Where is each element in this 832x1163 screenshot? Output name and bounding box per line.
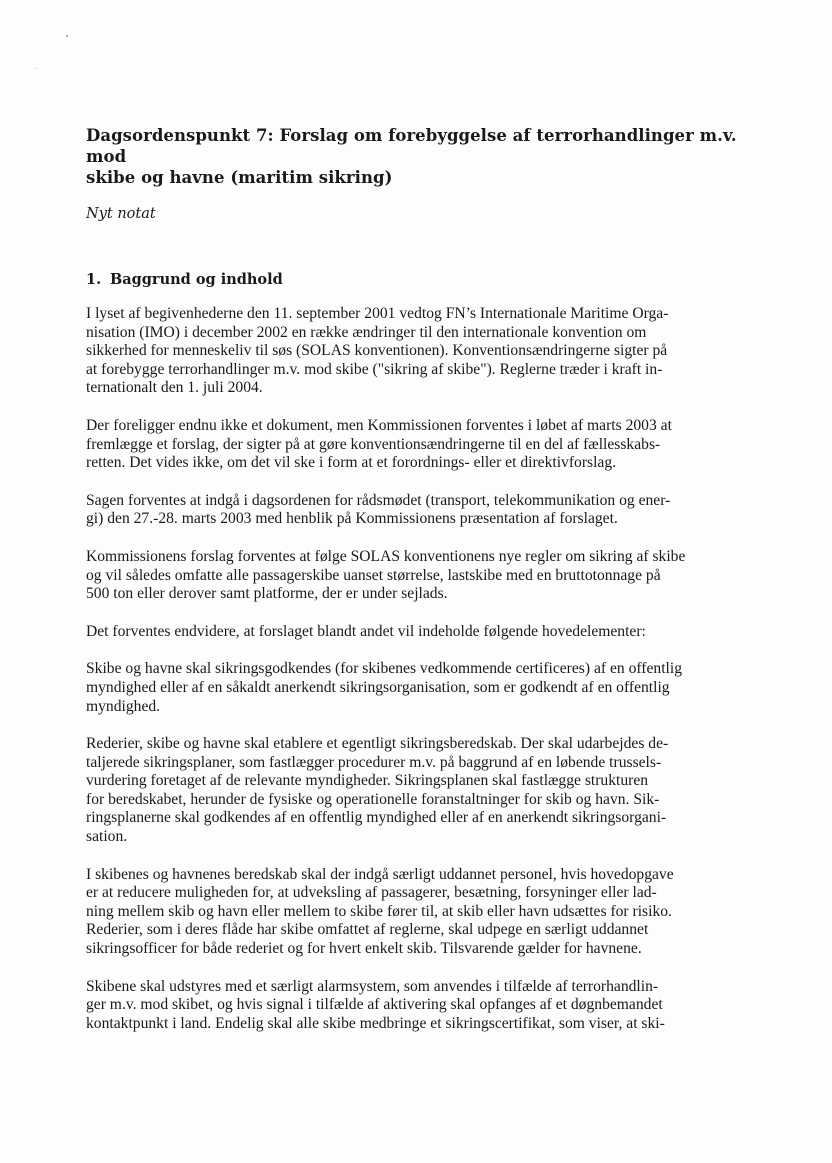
scan-speck xyxy=(66,35,68,37)
text-line: ning mellem skib og havn eller mellem to skibe fører til, at skib eller havn udsættes for risiko. xyxy=(86,902,672,920)
text-line: Der foreligger endnu ikke et dokument, men Kommissionen forventes i løbet af marts 2003 at xyxy=(86,416,672,434)
text-line: fremlægge et forslag, der sigter på at gøre konventionsændringerne til en del af fællesskabs- xyxy=(86,435,661,453)
paragraph-2 xyxy=(86,417,748,473)
title-line-1: Dagsordenspunkt 7: Forslag om forebyggelse af terrorhandlinger m.v. mod xyxy=(86,126,737,166)
text-line: sikkerhed for menneskeliv til søs (SOLAS konventionen). Konventionsændringerne sigter på xyxy=(86,342,668,360)
text-line: Rederier, som i deres flåde har skibe omfattet af reglerne, skal udpege en særligt uddannet xyxy=(86,921,649,939)
paragraph-4 xyxy=(86,548,748,604)
text-line: ger m.v. mod skibet, og hvis signal i tilfælde af aktivering skal opfanges af et døgnbemandet xyxy=(86,996,663,1014)
text-line: sikringsofficer for både rederiet og for hvert enkelt skib. Tilsvarende gælder for havnene. xyxy=(86,940,642,958)
section-title: Baggrund og indhold xyxy=(110,271,283,288)
paragraph-8 xyxy=(86,866,748,959)
text-line: Skibene skal udstyres med et særligt alarmsystem, som anvendes i tilfælde af terrorhandlin- xyxy=(86,977,659,995)
text-line: gi) den 27.-28. marts 2003 med henblik på Kommissionens præsentation af forslaget. xyxy=(86,510,618,528)
text-line: myndighed eller af en såkaldt anerkendt sikringsorganisation, som er godkendt af en offentlig xyxy=(86,678,670,696)
text-line: nisation (IMO) i december 2002 en række ændringer til den internationale konvention om xyxy=(86,323,647,341)
paragraph-3 xyxy=(86,492,748,529)
text-line: Kommissionens forslag forventes at følge SOLAS konventionens nye regler om sikring af skibe xyxy=(86,547,686,565)
paragraph-5 xyxy=(86,623,748,642)
text-line: ringsplanerne skal godkendes af en offentlig myndighed eller af en anerkendt sikringsorgani- xyxy=(86,809,667,827)
paragraph-9 xyxy=(86,978,748,1034)
text-line: og vil således omfatte alle passagerskibe uanset størrelse, lastskibe med en bruttotonnage på xyxy=(86,566,661,584)
document-subtitle: Nyt notat xyxy=(86,206,156,222)
document-body xyxy=(86,125,748,1033)
text-line: kontaktpunkt i land. Endelig skal alle skibe medbringe et sikringscertifikat, som viser, at ski- xyxy=(86,1014,665,1032)
text-line: Sagen forventes at indgå i dagsordenen for rådsmødet (transport, telekommunikation og ener- xyxy=(86,491,671,509)
text-line: 500 ton eller derover samt platforme, der er under sejlads. xyxy=(86,585,448,603)
title-line-2: skibe og havne (maritim sikring) xyxy=(86,168,393,187)
text-line: myndighed. xyxy=(86,697,161,715)
text-line: I skibenes og havnenes beredskab skal der indgå særligt uddannet personel, hvis hovedopgave xyxy=(86,865,674,883)
text-line: for beredskabet, herunder de fysiske og operationelle foranstaltninger for skib og havn. Sik- xyxy=(86,790,660,808)
section-heading xyxy=(86,270,748,290)
text-line: at forebygge terrorhandlinger m.v. mod skibe ("sikring af skibe"). Reglerne træder i kraft in- xyxy=(86,360,663,378)
text-line: vurdering foretaget af de relevante myndigheder. Sikringsplanen skal fastlægge strukturen xyxy=(86,772,649,790)
text-line: ternationalt den 1. juli 2004. xyxy=(86,379,263,397)
paragraph-1 xyxy=(86,305,748,398)
document-title xyxy=(86,125,748,188)
text-line: retten. Det vides ikke, om det vil ske i form at et forordnings- eller et direktivforslag. xyxy=(86,454,617,472)
text-line: Skibe og havne skal sikringsgodkendes (for skibenes vedkommende certificeres) af en offentlig xyxy=(86,660,682,678)
text-line: taljerede sikringsplaner, som fastlægger procedurer m.v. på baggrund af en løbende trussels- xyxy=(86,753,662,771)
paragraph-6 xyxy=(86,660,748,716)
text-line: er at reducere muligheden for, at udveksling af passagerer, besætning, forsyninger eller lad- xyxy=(86,884,657,902)
scan-speck xyxy=(36,68,37,69)
text-line: Det forventes endvidere, at forslaget blandt andet vil indeholde følgende hovedelementer: xyxy=(86,622,646,640)
text-line: sation. xyxy=(86,828,128,846)
section-number: 1. xyxy=(86,271,102,288)
paragraph-7 xyxy=(86,735,748,847)
text-line: Rederier, skibe og havne skal etablere et egentligt sikringsberedskab. Der skal udarbejdes de- xyxy=(86,735,669,753)
text-line: I lyset af begivenhederne den 11. september 2001 vedtog FN’s Internationale Maritime Orga- xyxy=(86,305,669,322)
